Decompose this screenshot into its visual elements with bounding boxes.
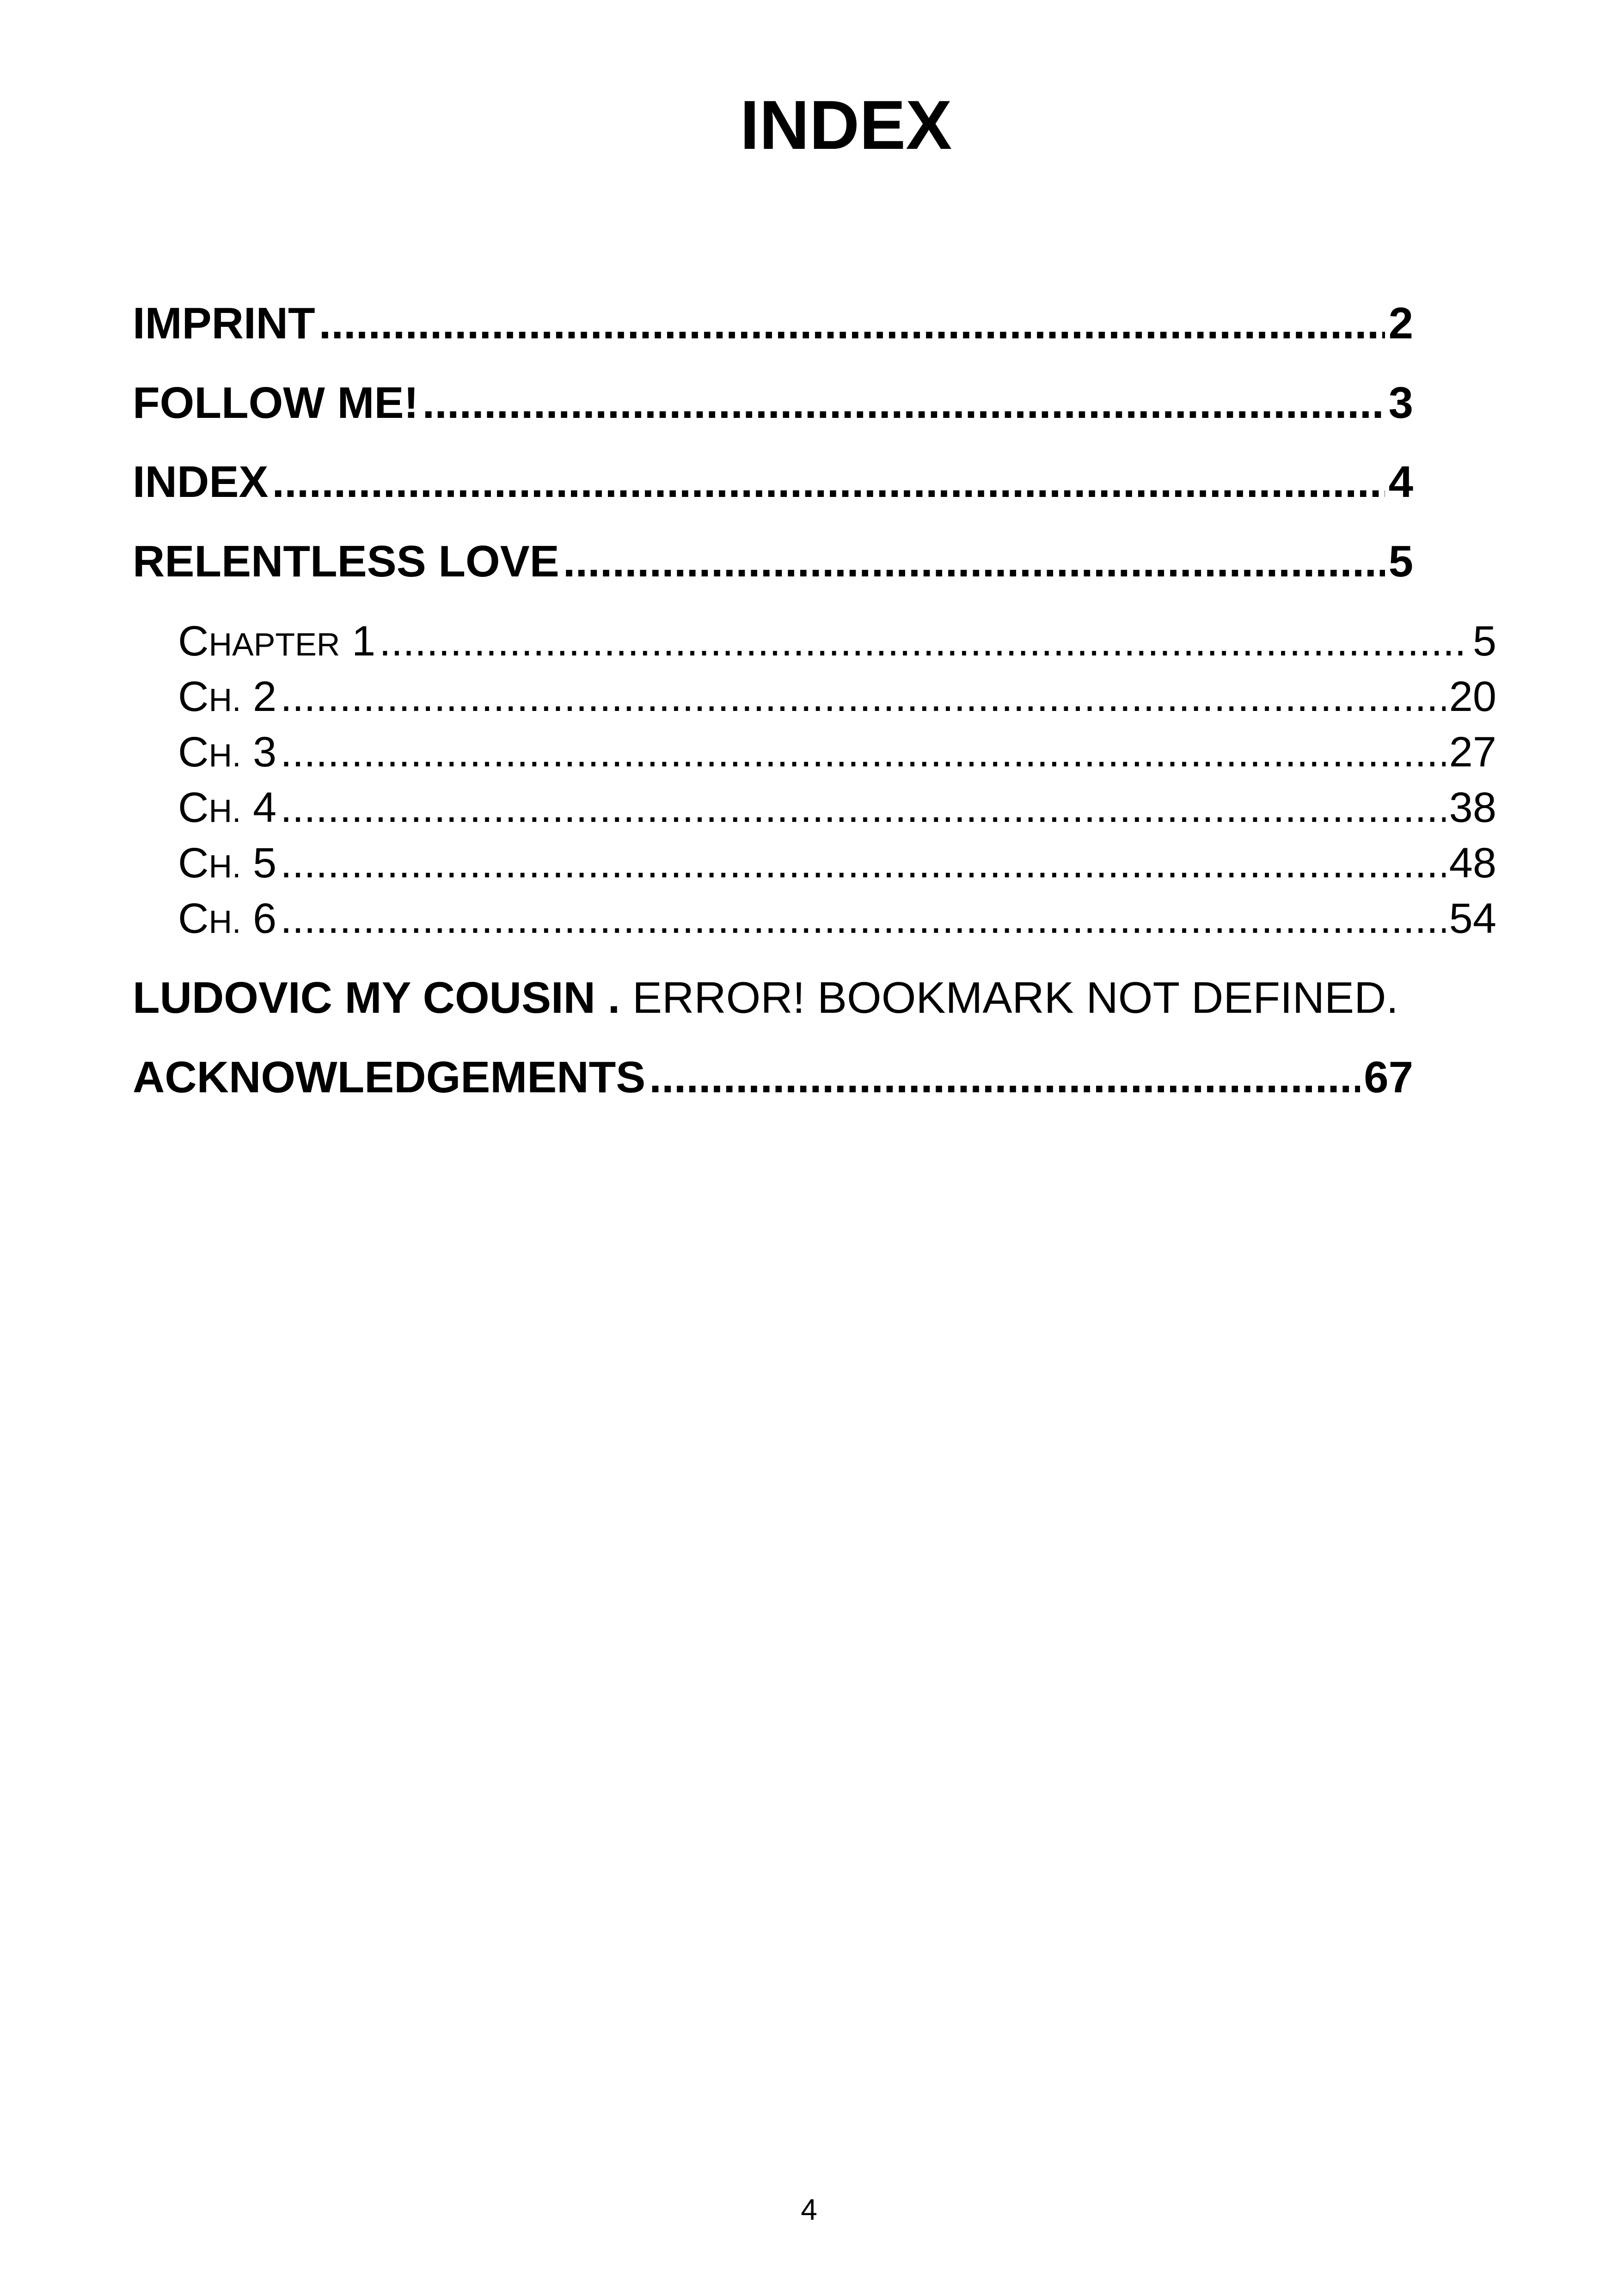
toc-entry-ludovic-my-cousin[interactable] bbox=[133, 970, 1398, 1026]
toc-entry-title: LUDOVIC MY COUSIN bbox=[133, 973, 595, 1022]
chapter-label: CH. 2 bbox=[178, 673, 277, 720]
dot-leader bbox=[280, 835, 1445, 891]
chapter-label: CH. 5 bbox=[178, 839, 277, 887]
page-number: 4 bbox=[801, 2193, 817, 2226]
chapter-page: 5 bbox=[1472, 618, 1496, 665]
toc-entry-page: 2 bbox=[1388, 299, 1413, 348]
toc-chapter-5[interactable] bbox=[178, 835, 1496, 894]
chapter-label: CHAPTER 1 bbox=[178, 618, 376, 665]
toc-entry-follow-me[interactable] bbox=[133, 375, 1413, 431]
dot-leader bbox=[280, 669, 1445, 724]
toc-entry-imprint[interactable] bbox=[133, 296, 1413, 351]
toc-chapter-2[interactable] bbox=[178, 669, 1496, 728]
dot-leader bbox=[649, 1050, 1360, 1105]
bookmark-error-message: ERROR! BOOKMARK NOT DEFINED. bbox=[632, 973, 1399, 1022]
toc-entry-title: INDEX bbox=[133, 457, 269, 507]
toc-entry-separator: . bbox=[595, 973, 632, 1022]
toc-entry-relentless-love[interactable] bbox=[133, 534, 1413, 589]
toc-entry-acknowledgements[interactable] bbox=[133, 1050, 1413, 1105]
dot-leader bbox=[280, 724, 1445, 780]
toc-entry-title: FOLLOW ME! bbox=[133, 378, 419, 428]
toc-entry-title: ACKNOWLEDGEMENTS bbox=[133, 1053, 646, 1102]
chapter-page: 48 bbox=[1449, 839, 1496, 887]
chapter-page: 38 bbox=[1449, 784, 1496, 831]
toc-chapter-4[interactable] bbox=[178, 780, 1496, 839]
dot-leader bbox=[319, 296, 1385, 351]
toc-entry-page: 3 bbox=[1388, 378, 1413, 428]
dot-leader bbox=[379, 613, 1469, 669]
toc-entry-title: RELENTLESS LOVE bbox=[133, 537, 559, 586]
chapter-label: CH. 6 bbox=[178, 895, 277, 942]
toc-entry-index[interactable] bbox=[133, 454, 1413, 510]
toc-entry-page: 5 bbox=[1388, 537, 1413, 586]
dot-leader bbox=[563, 534, 1385, 589]
chapter-page: 20 bbox=[1449, 673, 1496, 720]
chapter-label: CH. 4 bbox=[178, 784, 277, 831]
chapter-page: 54 bbox=[1449, 895, 1496, 942]
toc-entry-page: 67 bbox=[1364, 1053, 1413, 1102]
toc-chapter-3[interactable] bbox=[178, 724, 1496, 783]
toc-chapter-6[interactable] bbox=[178, 891, 1496, 949]
toc-entry-title: IMPRINT bbox=[133, 299, 315, 348]
chapter-page: 27 bbox=[1449, 729, 1496, 776]
toc-entry-page: 4 bbox=[1388, 457, 1413, 507]
dot-leader bbox=[280, 891, 1445, 946]
page-title: INDEX bbox=[740, 86, 952, 164]
dot-leader bbox=[280, 780, 1445, 835]
toc-chapter-1[interactable] bbox=[178, 613, 1496, 672]
dot-leader bbox=[272, 454, 1385, 510]
chapter-label: CH. 3 bbox=[178, 729, 277, 776]
dot-leader bbox=[423, 375, 1385, 431]
